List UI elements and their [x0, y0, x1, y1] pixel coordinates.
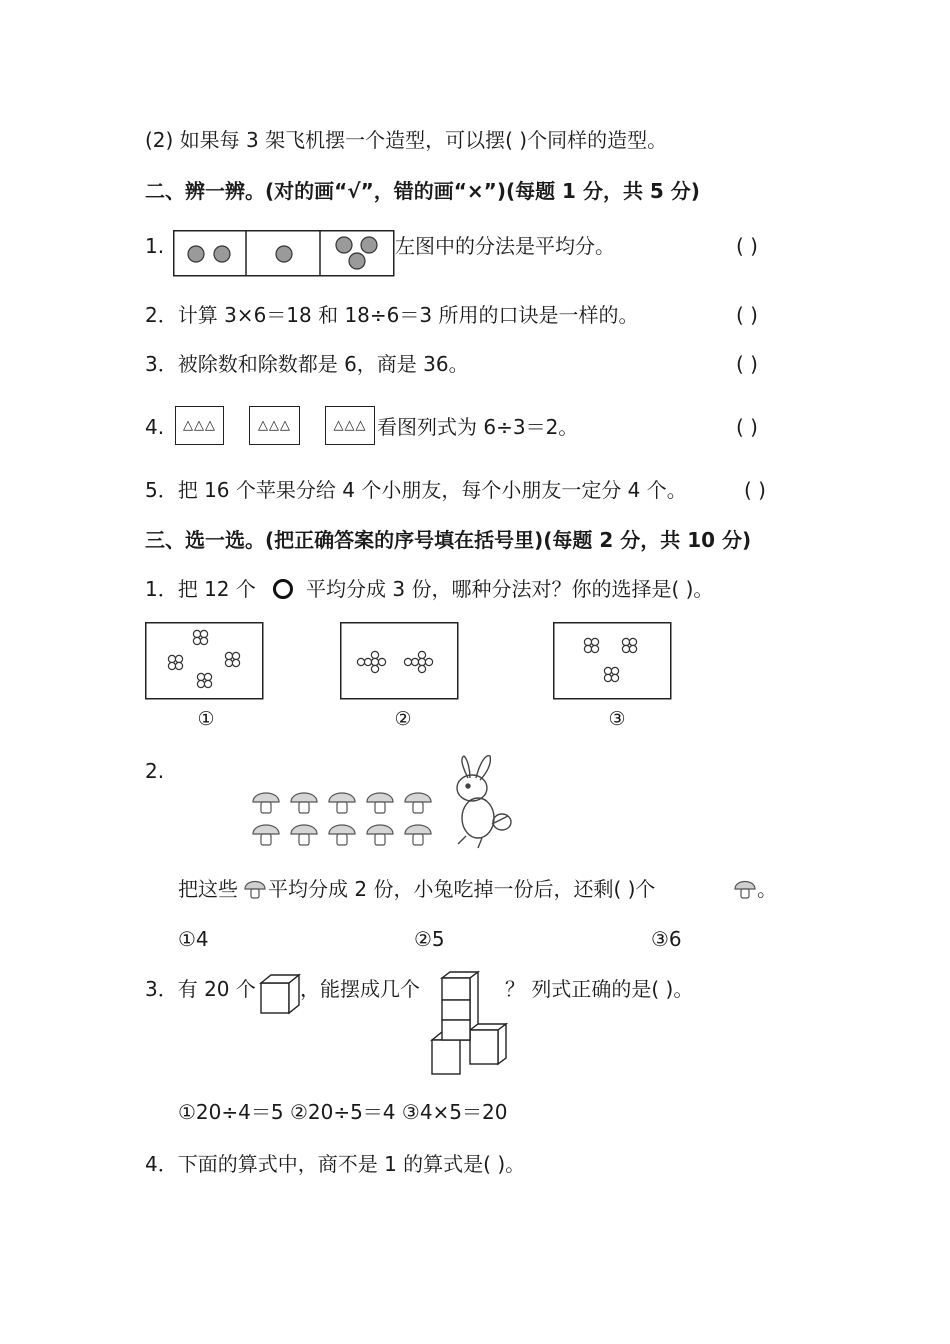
- s2-q4-answer[interactable]: ( ): [736, 415, 758, 439]
- triangle-icon-group: △△△: [183, 418, 216, 433]
- mushroom-grid: [245, 785, 445, 855]
- s2-q5-text: 5．把 16 个苹果分给 4 个小朋友，每个小朋友一定分 4 个。: [145, 478, 687, 502]
- s3-q1-figure-3[interactable]: [553, 622, 673, 700]
- mushroom-icon: [367, 793, 393, 813]
- s3-q3-post: ？ 列式正确的是( )。: [505, 977, 694, 1001]
- triangle-icon-group: △△△: [333, 418, 367, 433]
- mushroom-icon: [329, 825, 355, 845]
- s2-q5-answer[interactable]: ( ): [744, 478, 766, 502]
- s2-q1-number: 1.: [145, 234, 165, 258]
- s2-q2-answer[interactable]: ( ): [736, 303, 758, 327]
- s2-q2-text: 2．计算 3×6＝18 和 18÷6＝3 所用的口诀是一样的。: [145, 303, 639, 327]
- s2-q4-number: 4.: [145, 415, 165, 439]
- s3-q1-pre: 1．把 12 个: [145, 577, 256, 601]
- s3-q3-options[interactable]: ①20÷4＝5 ②20÷5＝4 ③4×5＝20: [178, 1100, 508, 1124]
- s2-q3-text: 3．被除数和除数都是 6，商是 36。: [145, 352, 469, 376]
- s2-q3-answer[interactable]: ( ): [736, 352, 758, 376]
- cube-stack-figure: [428, 970, 510, 1082]
- mushroom-icon: [291, 825, 317, 845]
- s3-q1-option-3[interactable]: ③: [608, 708, 626, 730]
- mushroom-icon: [291, 793, 317, 813]
- mushroom-icon: [405, 793, 431, 813]
- s3-q4-text: 4．下面的算式中，商不是 1 的算式是( )。: [145, 1152, 526, 1176]
- s3-q1-figure-2[interactable]: [340, 622, 460, 700]
- mushroom-icon: [253, 793, 279, 813]
- triangle-icon-group: △△△: [258, 418, 291, 433]
- section2-title: 二、辨一辨。(对的画“√”，错的画“×”)(每题 1 分，共 5 分): [145, 179, 700, 203]
- s3-q1-option-1[interactable]: ①: [197, 708, 215, 730]
- mushroom-icon: [405, 825, 431, 845]
- s2-q1-figure: [173, 230, 395, 278]
- s3-q3-pre: 3．有 20 个: [145, 977, 256, 1001]
- section3-title: 三、选一选。(把正确答案的序号填在括号里)(每题 2 分，共 10 分): [145, 528, 752, 552]
- s3-q1-option-2[interactable]: ②: [394, 708, 412, 730]
- mushroom-icon: [253, 825, 279, 845]
- s3-q2-option-1[interactable]: ①4: [178, 927, 209, 951]
- s2-q1-text: 左图中的分法是平均分。: [395, 234, 615, 258]
- s3-q1-figure-1[interactable]: [145, 622, 265, 700]
- mushroom-icon: [329, 793, 355, 813]
- s3-q1-post: 平均分成 3 份，哪种分法对？你的选择是( )。: [306, 577, 714, 601]
- s2-q4-box-1: [175, 406, 224, 445]
- q-plane-part2: (2) 如果每 3 架飞机摆一个造型，可以摆( )个同样的造型。: [145, 128, 668, 152]
- mushroom-icon: [732, 876, 758, 902]
- s3-q2-end: 。: [757, 877, 777, 901]
- s3-q2-option-2[interactable]: ②5: [414, 927, 445, 951]
- circle-icon: [271, 578, 295, 600]
- s3-q2-pre: 把这些: [178, 877, 238, 901]
- s3-q2-mid: 平均分成 2 份，小兔吃掉一份后，还剩( )个: [268, 877, 656, 901]
- rabbit-icon: [448, 752, 516, 852]
- s3-q3-mid: ，能摆成几个: [300, 977, 420, 1001]
- mushroom-icon: [242, 876, 268, 902]
- s2-q4-box-2: [249, 406, 300, 445]
- s2-q4-text: 看图列式为 6÷3＝2。: [377, 415, 579, 439]
- s3-q2-number: 2.: [145, 759, 165, 783]
- s2-q1-answer[interactable]: ( ): [736, 234, 758, 258]
- s2-q4-box-3: [325, 406, 375, 445]
- mushroom-icon: [367, 825, 393, 845]
- cube-icon: [258, 972, 302, 1016]
- s3-q2-option-3[interactable]: ③6: [651, 927, 682, 951]
